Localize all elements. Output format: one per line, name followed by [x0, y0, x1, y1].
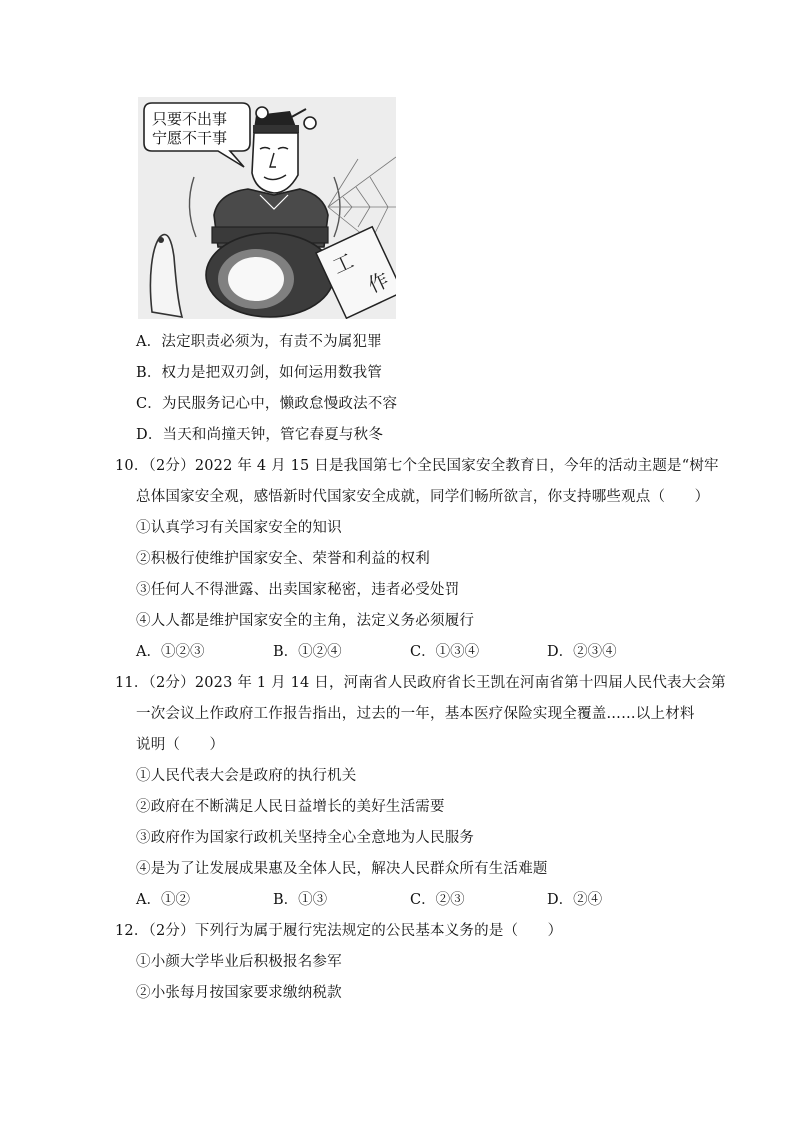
q10-option-a: A．①②③ — [136, 644, 205, 660]
q12-item-2: ②小张每月按国家要求缴纳税款 — [136, 985, 342, 1001]
q11-option-c: C．②③ — [410, 892, 465, 908]
paper-char-1: 工 — [328, 248, 358, 279]
q10-item-4: ④人人都是维护国家安全的主角，法定义务必须履行 — [136, 613, 475, 629]
q11-option-d: D．②④ — [547, 892, 603, 908]
q11-item-4: ④是为了让发展成果惠及全体人民，解决人民群众所有生活难题 — [136, 861, 548, 877]
q10-option-d: D．②③④ — [547, 644, 617, 660]
paper-char-2: 作 — [364, 267, 393, 298]
q11-stem-line-1: 11．（2分）2023 年 1 月 14 日，河南省人民政府省长王凯在河南省第十四届人民代表大会第 — [115, 675, 726, 691]
q10-item-1: ①认真学习有关国家安全的知识 — [136, 520, 342, 536]
bubble-line-1: 只要不出事 — [152, 110, 228, 128]
q9-option-d: D．当天和尚撞天钟，管它春夏与秋冬 — [136, 427, 384, 443]
q10-stem-line-1: 10．（2分）2022 年 4 月 15 日是我国第七个全民国家安全教育日，今年的活动主题是“树牢 — [115, 458, 719, 474]
q10-option-c: C．①③④ — [410, 644, 480, 660]
q11-item-1: ①人民代表大会是政府的执行机关 — [136, 768, 357, 784]
q11-item-3: ③政府作为国家行政机关坚持全心全意地为人民服务 — [136, 830, 475, 846]
q9-option-b: B．权力是把双刃剑，如何运用数我管 — [136, 365, 383, 381]
q11-item-2: ②政府在不断满足人民日益增长的美好生活需要 — [136, 799, 445, 815]
q12-stem-line-1: 12．（2分）下列行为属于履行宪法规定的公民基本义务的是（ ） — [115, 923, 563, 939]
q10-item-3: ③任何人不得泄露、出卖国家秘密，违者必受处罚 — [136, 582, 460, 598]
q11-options — [136, 891, 684, 909]
q10-item-2: ②积极行使维护国家安全、荣誉和利益的权利 — [136, 551, 430, 567]
q10-stem-line-2: 总体国家安全观，感悟新时代国家安全成就，同学们畅所欲言，你支持哪些观点（ ） — [136, 489, 710, 505]
q11-option-b: B．①③ — [273, 892, 328, 908]
q11-stem-line-2: 一次会议上作政府工作报告指出，过去的一年，基本医疗保险实现全覆盖……以上材料 — [136, 706, 695, 722]
q11-option-a: A．①② — [136, 892, 190, 908]
q11-stem-line-3: 说明（ ） — [136, 737, 225, 753]
bubble-line-2: 宁愿不干事 — [152, 129, 228, 147]
q12-item-1: ①小颜大学毕业后积极报名参军 — [136, 954, 342, 970]
cartoon-illustration — [138, 97, 396, 319]
q10-options — [136, 643, 684, 661]
q9-option-a: A．法定职责必须为，有责不为属犯罪 — [136, 334, 382, 350]
q10-option-b: B．①②④ — [273, 644, 342, 660]
q9-option-c: C．为民服务记心中，懒政怠慢政法不容 — [136, 396, 398, 412]
